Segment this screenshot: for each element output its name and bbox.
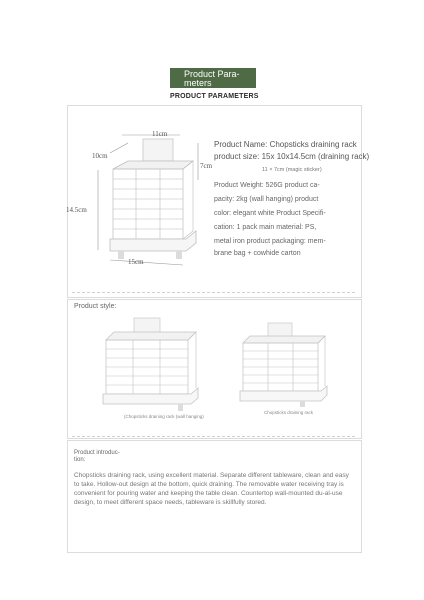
height-measure: 14.5cm [66, 206, 87, 214]
spec-line: metal iron product packaging: mem- [214, 238, 326, 245]
base-measure: 15cm [128, 258, 144, 266]
spec-product-size: product size: 15x 10x14.5cm (draining rack) [214, 152, 370, 161]
rack-countertop-image [238, 323, 328, 408]
introduction-text: Chopsticks draining rack, using excellent material. Separate different tableware, clean and easy to take. Hollow-out design at the bottom, quick draining. The removable water receiving tray is convenient for pouring water and keeping the table clean. Countertop wall-mounted du-al-use design, to meet different space needs, tableware is skillfully stored. [74, 472, 349, 506]
hook-measure: 7cm [200, 162, 213, 170]
spec-line: cation: 1 pack main material: PS, [214, 224, 317, 231]
spec-line: Product Weight: 526G product ca- [214, 182, 320, 189]
introduction-label: Product introduc- tion: [74, 450, 120, 463]
caption-countertop: Chopsticks draining rack [264, 410, 314, 415]
section-subtitle: PRODUCT PARAMETERS [170, 93, 259, 100]
product-style-label: Product style: [74, 303, 117, 310]
caption-wall-hanging: (Chopsticks draining rack (wall hanging) [124, 414, 204, 419]
rack-dimension-drawing [88, 125, 208, 275]
divider [72, 436, 355, 437]
spec-line: color: elegant white Product Specifi- [214, 210, 326, 217]
width-measure: 11cm [152, 130, 168, 138]
spec-sticker-size: 11 × 7cm (magic sticker) [262, 167, 322, 173]
depth-measure: 10cm [92, 152, 108, 160]
spec-product-name: Product Name: Chopsticks draining rack [214, 140, 357, 149]
divider [72, 292, 355, 293]
spec-line: brane bag + cowhide carton [214, 250, 301, 257]
section-badge: Product Para- meters [170, 68, 256, 88]
rack-wall-hanging-image [100, 318, 200, 413]
spec-line: pacity: 2kg (wall hanging) product [214, 196, 319, 203]
